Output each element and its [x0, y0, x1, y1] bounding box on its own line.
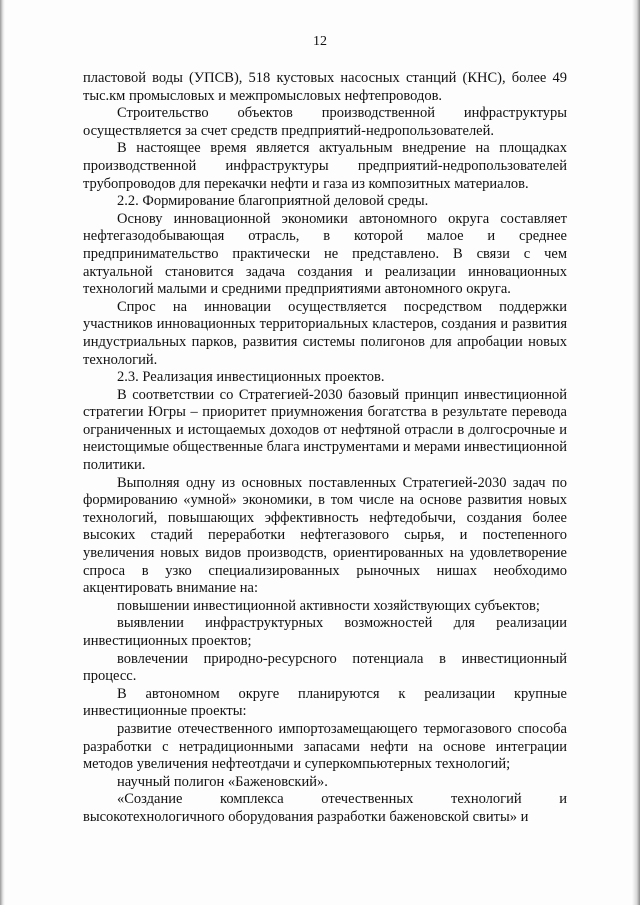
paragraph: Выполняя одну из основных поставленных Стратегией-2030 задач по формированию «умной» экономики, в том числе на основе развития новых технологий, повышающих эффективность нефтедобычи, создания более высоких стадий переработки нефтегазового сырья, и постепенного увеличения новых видов производств, ориентированных на удовлетворение спроса в узко специализированных рыночных нишах необходимо акцентировать внимание на:: [83, 474, 567, 597]
paragraph: «Создание комплекса отечественных технологий и высокотехнологичного оборудования разработки баженовской свиты» и: [83, 791, 567, 825]
paragraph: В соответствии со Стратегией-2030 базовый принцип инвестиционной стратегии Югры – приоритет приумножения богатства в результате перевода ограниченных и истощаемых доходов от нефтяной отрасли в долгосрочные и неистощимые общественные блага инструментами и мерами инвестиционной политики.: [83, 386, 567, 474]
body-text: [83, 70, 567, 827]
scan-edge-right: [632, 0, 640, 905]
paragraph: В автономном округе планируются к реализации крупные инвестиционные проекты:: [83, 685, 567, 720]
paragraph: Основу инновационной экономики автономного округа составляет нефтегазодобывающая отрасль, в которой малое и среднее предпринимательство практически не представлено. В связи с чем актуальной становится задача создания и реализации инновационных технологий малыми и средними предприятиями автономного округа.: [83, 210, 567, 298]
paragraph: Строительство объектов производственной инфраструктуры осуществляется за счет средств предприятий-недропользователей.: [83, 105, 567, 139]
paragraph: вовлечении природно-ресурсного потенциала в инвестиционный процесс.: [83, 650, 567, 685]
paragraph: повышении инвестиционной активности хозяйствующих субъектов;: [117, 597, 540, 614]
paragraph: научный полигон «Баженовский».: [117, 773, 328, 790]
paragraph: Спрос на инновации осуществляется посредством поддержки участников инновационных территориальных кластеров, создания и развития индустриальных парков, развития системы полигонов для апробации новых технологий.: [83, 298, 567, 368]
scan-edge-left: [0, 0, 5, 905]
paragraph: В настоящее время является актуальным внедрение на площадках производственной инфраструктуры предприятий-недропользователей трубопроводов для перекачки нефти и газа из композитных материалов.: [83, 140, 567, 192]
paragraph: развитие отечественного импортозамещающего термогазового способа разработки с нетрадиционными запасами нефти на основе интеграции методов увеличения нефтеотдачи и суперкомпьютерных технологий;: [83, 720, 567, 773]
paragraph: 2.2. Формирование благоприятной деловой среды.: [117, 193, 429, 210]
page-number: 12: [313, 34, 327, 49]
paragraph: пластовой воды (УПСВ), 518 кустовых насосных станций (КНС), более 49 тыс.км промысловых и межпромысловых нефтепроводов.: [83, 70, 567, 104]
paragraph: выявлении инфраструктурных возможностей для реализации инвестиционных проектов;: [83, 615, 567, 649]
paragraph: 2.3. Реализация инвестиционных проектов.: [117, 369, 385, 386]
